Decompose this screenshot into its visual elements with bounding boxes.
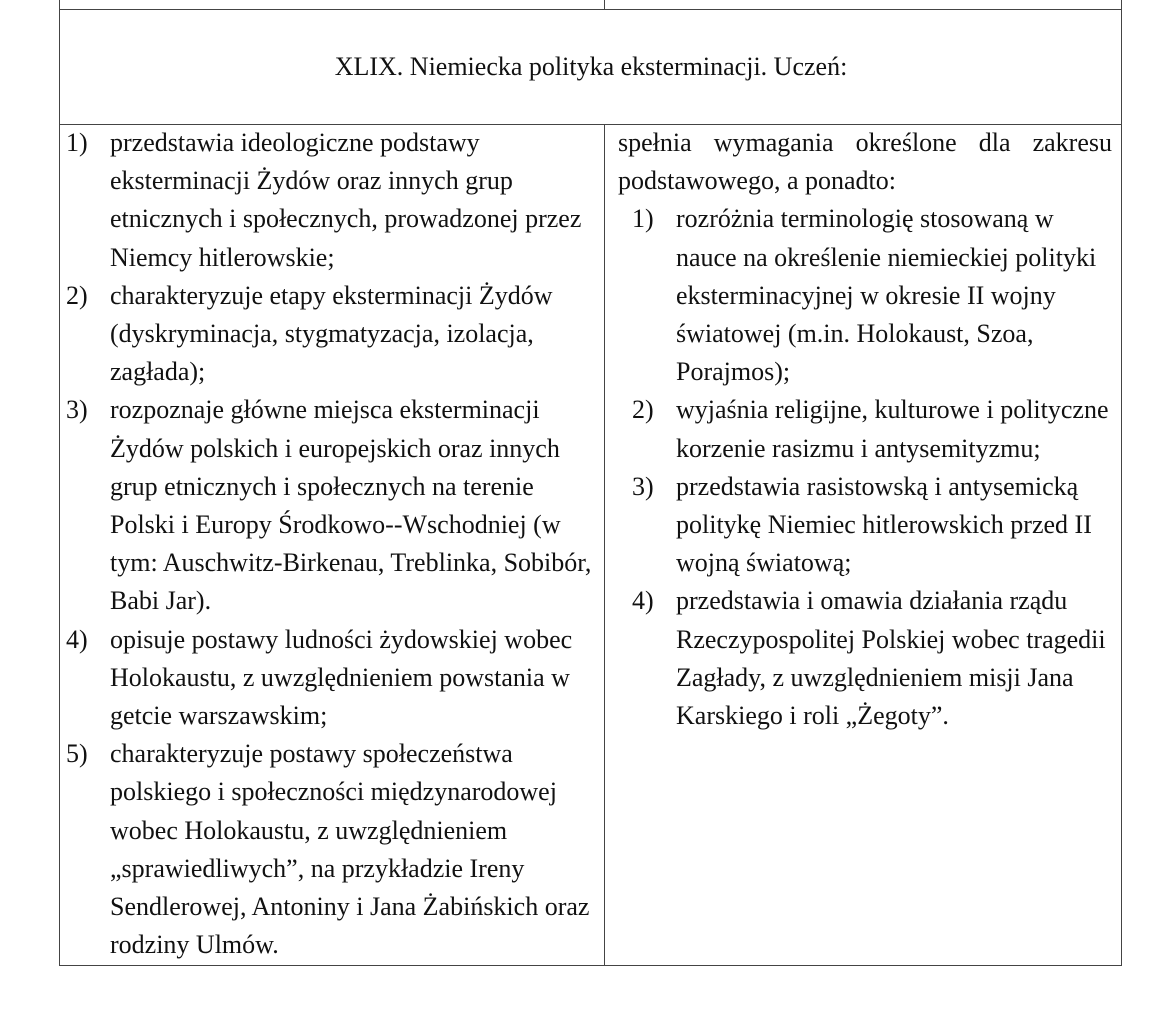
item-text: opisuje postawy ludności żydowskiej wobec Holokaustu, z uwzględnieniem powstania w getcie warszawskim;: [110, 624, 573, 731]
column-divider: [604, 124, 605, 966]
extended-requirements-list: [618, 200, 1112, 735]
item-text: przedstawia ideologiczne podstawy eksterminacji Żydów oraz innych grup etnicznych i społecznych, prowadzonej przez Niemcy hitlerowskie;: [110, 128, 582, 272]
list-item: [64, 391, 600, 620]
item-number: 1): [632, 204, 654, 234]
table-border-top-row: [59, 9, 1122, 10]
item-text: przedstawia i omawia działania rządu Rzeczypospolitej Polskiej wobec tragedii Zagłady, z uwzględnieniem misji Jana Karskiego i roli „Żegoty”.: [676, 586, 1106, 731]
item-number: 2): [632, 395, 654, 425]
item-number: 1): [66, 128, 88, 157]
list-item: [618, 468, 1112, 583]
table-border-bottom: [59, 965, 1122, 966]
list-item: [618, 391, 1112, 467]
list-item: [64, 621, 600, 736]
table-border-right: [1121, 0, 1122, 966]
previous-row-left-cell: [60, 0, 604, 9]
section-heading: XLIX. Niemiecka polityka eksterminacji. Uczeń:: [334, 52, 848, 81]
table-border-left: [59, 0, 60, 966]
item-number: 3): [66, 395, 88, 425]
item-number: 5): [66, 739, 88, 769]
item-text: wyjaśnia religijne, kulturowe i polityczne korzenie rasizmu i antysemityzmu;: [676, 395, 1109, 463]
list-item: [618, 200, 1112, 391]
item-text: charakteryzuje etapy eksterminacji Żydów (dyskryminacja, stygmatyzacja, izolacja, zagłada);: [110, 280, 553, 387]
list-item: [618, 582, 1112, 735]
previous-row-right-cell: [605, 0, 1121, 9]
list-item: [64, 124, 600, 277]
item-number: 3): [632, 471, 654, 501]
extended-intro: spełnia wymagania określone dla zakresu podstawowego, a ponadto:: [618, 128, 1112, 196]
basic-requirements-list: [64, 124, 600, 964]
item-text: rozpoznaje główne miejsca eksterminacji Żydów polskich i europejskich oraz innych grup etnicznych i społecznych na terenie Polski i Europy Środkowo-‑Wschodniej (w tym: Auschwitz-Birkenau, Treblinka, Sobibór, Babi Jar).: [110, 395, 592, 616]
list-item: [64, 735, 600, 964]
list-item: [64, 277, 600, 392]
item-text: charakteryzuje postawy społeczeństwa polskiego i społeczności międzynarodowej wobec Holokaustu, z uwzględnieniem „sprawiedliwych”, na przykładzie Ireny Sendlerowej, Antoniny i Jana Żabińskich oraz rodziny Ulmów.: [110, 739, 590, 960]
extended-requirements-cell: [618, 124, 1112, 735]
item-text: przedstawia rasistowską i antysemicką politykę Niemiec hitlerowskich przed II wojną światową;: [676, 471, 1092, 578]
basic-requirements-cell: [64, 124, 600, 964]
item-number: 4): [66, 624, 88, 654]
item-number: 4): [632, 586, 654, 616]
item-text: rozróżnia terminologię stosowaną w nauce na określenie niemieckiej polityki eksterminacyjnej w okresie II wojny światowej (m.in. Holokaust, Szoa, Porajmos);: [676, 204, 1097, 387]
item-number: 2): [66, 280, 88, 310]
